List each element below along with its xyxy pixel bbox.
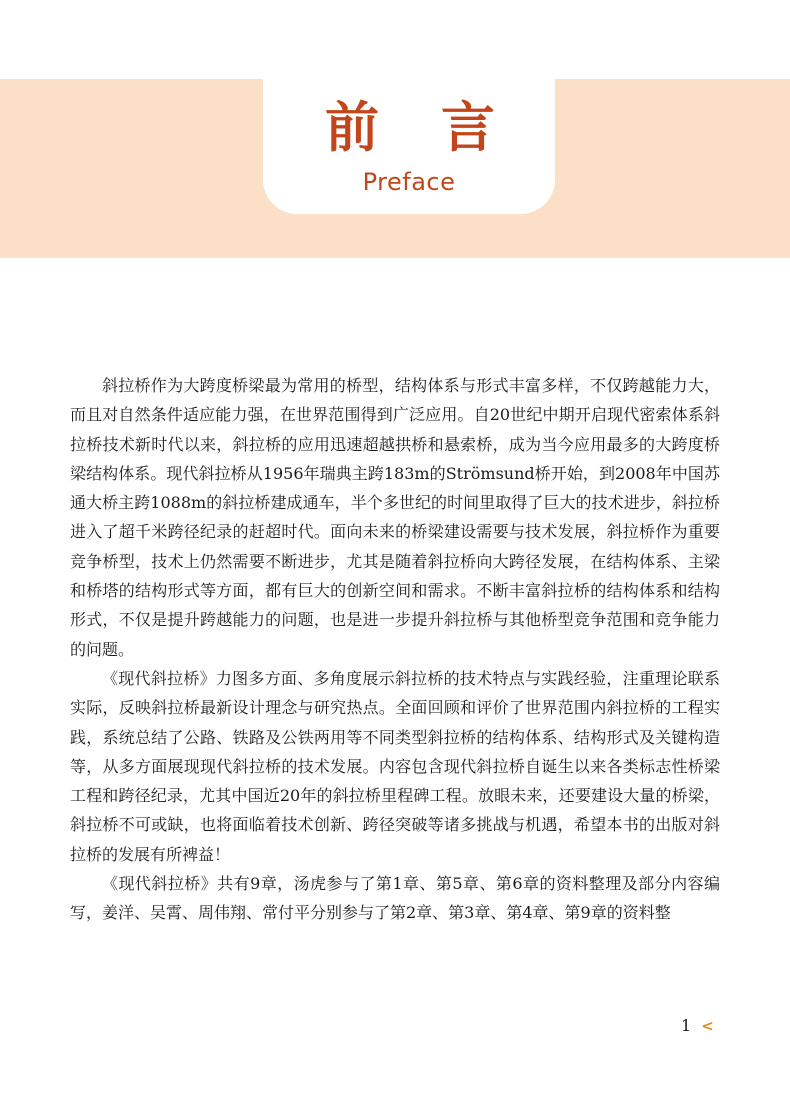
paragraph: 《现代斜拉桥》共有9章，汤虎参与了第1章、第5章、第6章的资料整理及部分内容编写，姜洋、吴霄、周伟翔、常付平分别参与了第2章、第3章、第4章、第9章的资料整 bbox=[70, 874, 720, 923]
paragraph: 《现代斜拉桥》力图多方面、多角度展示斜拉桥的技术特点与实践经验，注重理论联系实际，反映斜拉桥最新设计理念与研究热点。全面回顾和评价了世界范围内斜拉桥的工程实践，系统总结了公路、铁路及公铁两用等不同类型斜拉桥的结构体系、结构形式及关键构造等，从多方面展现现代斜拉桥的技术发展。内容包含现代斜拉桥自诞生以来各类标志性桥梁工程和跨径纪录，尤其中国近20年的斜拉桥里程碑工程。放眼未来，还要建设大量的桥梁，斜拉桥不可或缺，也将面临着技术创新、跨径突破等诸多挑战与机遇，希望本书的出版对斜拉桥的发展有所裨益！ bbox=[70, 668, 720, 864]
chapter-title: 前言 bbox=[325, 95, 557, 159]
page-number bbox=[681, 1015, 731, 1037]
chevron-left-icon: < bbox=[701, 1017, 714, 1035]
paragraph: 斜拉桥作为大跨度桥梁最为常用的桥型，结构体系与形式丰富多样，不仅跨越能力大，而且对自然条件适应能力强，在世界范围得到广泛应用。自20世纪中期开启现代密索体系斜拉桥技术新时代以来，斜拉桥的应用迅速超越拱桥和悬索桥，成为当今应用最多的大跨度桥梁结构体系。现代斜拉桥从1956年瑞典主跨183m的Strömsund桥开始，到2008年中国苏通大桥主跨1088m的斜拉桥建成通车，半个多世纪的时间里取得了巨大的技术进步，斜拉桥进入了超千米跨径纪录的赶超时代。面向未来的桥梁建设需要与技术发展，斜拉桥作为重要竞争桥型，技术上仍然需要不断进步，尤其是随着斜拉桥向大跨径发展，在结构体系、主梁和桥塔的结构形式等方面，都有巨大的创新空间和需求。不断丰富斜拉桥的结构体系和结构形式，不仅是提升跨越能力的问题，也是进一步提升斜拉桥与其他桥型竞争范围和竞争能力的问题。 bbox=[70, 376, 720, 659]
page-number-value: 1 bbox=[681, 1016, 692, 1035]
chapter-title-english: Preface bbox=[362, 168, 456, 196]
body-text bbox=[70, 371, 720, 928]
